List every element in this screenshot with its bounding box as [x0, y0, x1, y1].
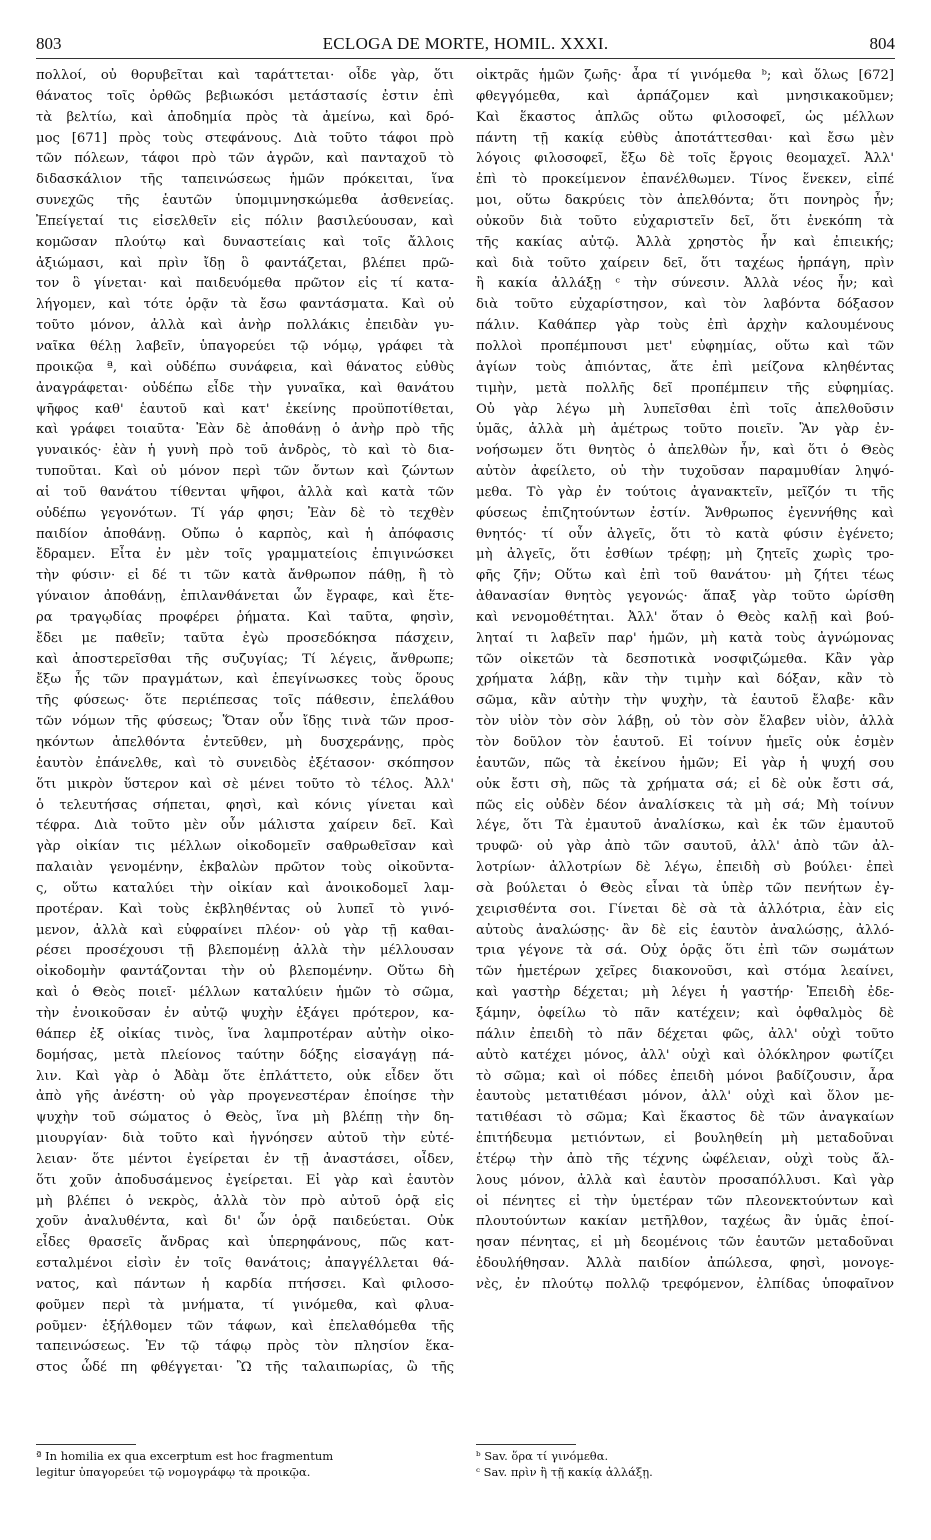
text-line: ἔδραμεν. Εἶτα ἐν μὲν τοῖς γραμματείοις ἐπιγινώσκει [36, 547, 454, 563]
text-line: δομήσας, μετὰ πλείονος ταύτην δόξης εἰσαγάγῃ πά- [36, 1047, 454, 1063]
text-line: ὁ τελευτήσας σήπεται, φησὶ, καὶ κόνις γίνεται καὶ [36, 797, 454, 813]
text-line: αὐτοὺς ἀναλώσῃς· ἂν δὲ εἰς ἑαυτὸν ἀναλώσῃς, ἀλλό- [476, 922, 894, 938]
text-line: ψῆφος καθ' ἑαυτοῦ καὶ κατ' ἐκείνης προϋποτίθεται, [36, 401, 454, 417]
text-line: ἐπὶ τὸ προκείμενον ἐπανέλθωμεν. Τίνος ἕνεκεν, εἰπέ [476, 172, 894, 188]
text-line: ἑαυτοὺς μετατιθέασι μόνον, ἀλλ' οὐχὶ καὶ ὅλον με- [476, 1089, 894, 1105]
text-line: μοι, οὕτω δακρύεις τὸν ἀπελθόντα; ὅτι πονηρὸς ἦν; [476, 193, 894, 209]
text-line: ηκόντων ἀπελθόντα ἐντεῦθεν, μὴ δυσχεράνῃς, πρὸς [36, 735, 454, 750]
text-line: σὰ βούλεται ὁ Θεὸς εἶναι τὰ ὑπὲρ τῶν πενήτων ἐγ- [476, 880, 894, 896]
text-line: τέφρα. Διὰ τοῦτο μὲν οὖν μάλιστα χαίρειν δεῖ. Καὶ [36, 818, 454, 834]
text-line: τῶν νόμων τῆς φύσεως; Ὅταν οὖν ἴδῃς τινὰ τῶν προσ- [36, 714, 454, 730]
text-line: τιμὴν, μετὰ πολλῆς δεῖ προπέμπειν τῆς εὐφημίας. [476, 380, 894, 396]
text-line: ὅτι χοῦν ἀποδυσάμενος ἐγείρεται. Εἰ γὰρ καὶ ἑαυτὸν [36, 1172, 454, 1188]
text-line: ησαν πένητας, εἰ μὴ δεομένοις τῶν ἑαυτῶν μεταδοῦναι [476, 1235, 894, 1251]
text-line: λήγομεν, καὶ τότε ὁρᾷν τὰ ἔσω φαντάσματα. Καὶ οὐ [36, 297, 454, 313]
text-line: φθεγγόμεθα, καὶ ἁρπάζομεν καὶ μνησικακοῦμεν; [476, 88, 894, 104]
text-line: ἑαυτὸν ἐπάνελθε, καὶ τὸ συνειδὸς ἐξέτασον· σκόπησον [36, 755, 454, 771]
text-line: διὰ τοῦτο εὐχαρίστησον, καὶ τὸν λαβόντα δόξασον [476, 297, 894, 313]
text-line: ταπεινώσεως. Ἐν τῷ τάφῳ πρὸς τὸν πλησίον ἕκα- [36, 1339, 454, 1355]
text-line: φοῦμεν περὶ τὰ μνήματα, τί γινόμεθα, καὶ φλυα- [36, 1297, 454, 1313]
text-line: τυποῦται. Καὶ οὐ μόνον περὶ τῶν ὄντων καὶ ζώντων [36, 464, 454, 480]
text-line: οἱ πένητες εἰ τὴν ὑμετέραν τῶν πλεονεκτούντων καὶ [476, 1193, 894, 1209]
text-line: γύναιον ἀποθάνῃ, ἐπιλανθάνεται ὧν ἔγραφε, καὶ ἕτε- [36, 589, 454, 605]
text-line: μὴ ἀλγεῖς, ὅτι ἐσθίων τρέφῃ; μὴ ζητεῖς χωρὶς τρο- [476, 547, 894, 563]
text-line: λέγε, ὅτι Τὰ ἐμαυτοῦ ἀναλίσκω, καὶ ἐκ τῶν ἐμαυτοῦ [476, 818, 894, 834]
text-line: χειρισθέντα σοι. Γίνεται δὲ σὰ τὰ ἀλλότρια, ἐὰν εἰς [476, 901, 894, 917]
text-line: τατιθέασι τὸ σῶμα; Καὶ ἕκαστος δὲ τῶν ἀναγκαίων [476, 1110, 894, 1126]
text-line: ἐδουλήθησαν. Ἀλλὰ παιδίον ἀπώλεσα, φησὶ, μονογε- [476, 1256, 894, 1272]
text-line: γυναικός· ἐὰν ἡ γυνὴ πρὸ τοῦ ἀνδρὸς, τὸ καὶ τὸ δια- [36, 443, 454, 459]
text-line: τὰ βελτίω, καὶ ἀποδημία πρὸς τὰ ἀμείνω, καὶ δρό- [36, 109, 454, 125]
text-line: οὐκοῦν διὰ τοῦτο εὐχαριστεῖν δεῖ, ὅτι ἐνεκόπη τὰ [476, 213, 894, 229]
text-line: τὴν φύσιν· εἰ δέ τι τῶν κατὰ ἄνθρωπον πάθῃ, ἢ τὸ [36, 568, 454, 584]
text-line: νὲς, ἐν πλούτῳ πολλῷ τρεφόμενον, ἐλπίδας ὑποφαῖνον [476, 1276, 894, 1292]
text-line: παλαιὰν γενομένην, ἐκβαλὼν πρῶτον τοὺς οἰκοῦντα- [36, 860, 454, 876]
footnote-line: ᵇ Sav. ὅρα τί γινόμεθα. [476, 1449, 609, 1463]
page-number-right: 804 [869, 34, 895, 53]
text-line: καὶ γαστὴρ δέχεται; μὴ λέγει ἡ γαστήρ· Ἐπειδὴ ἐδε- [476, 985, 894, 1001]
text-line: πάλιν ἐπειδὴ τὸ πᾶν δέχεται φῶς, ἀλλ' οὐχὶ τοῦτο [476, 1026, 894, 1042]
text-line: ψυχὴν τοῦ σώματος ὁ Θεὸς, ἵνα μὴ βλέπῃ τὴν δη- [36, 1110, 454, 1126]
text-line: ροῦμεν· ἐξήλθομεν τῶν τάφων, καὶ ἐπελαθόμεθα τῆς [36, 1318, 454, 1334]
text-line: μεθα. Τὸ γὰρ ἐν τούτοις ἀγανακτεῖν, μεῖζόν τι τῆς [476, 484, 894, 500]
text-line: πολλοί, οὐ θορυβεῖται καὶ ταράττεται· οἶδε γὰρ, ὅτι [36, 68, 454, 83]
text-line: λειαν· ὅτε μέντοι ἐγείρεται ἐν τῇ ἀναστάσει, οἶδεν, [36, 1151, 454, 1167]
footnote-line: ᶜ Sav. πρὶν ἢ τῇ κακίᾳ ἀλλάξῃ. [476, 1465, 653, 1479]
text-line: αἱ τοῦ θανάτου τίθενται ψῆφοι, ἀλλὰ καὶ κατὰ τῶν [36, 484, 454, 500]
text-line: τρυφῶ· οὐ γὰρ ἀπὸ τῶν σαυτοῦ, ἀλλ' ἀπὸ τῶν ἀλ- [476, 839, 894, 855]
text-line: λιν. Καὶ γὰρ ὁ Ἀδὰμ ὅτε ἐπλάττετο, οὐκ εἶδεν ὅτι [36, 1068, 454, 1084]
text-line: τῶν ἡμετέρων χεῖρες διακονοῦσι, καὶ στόμα λεαίνει, [476, 964, 894, 980]
text-line: μιουργίαν· διὰ τοῦτο καὶ ἠγνόησεν αὐτοῦ τὴν εὐτέ- [36, 1131, 454, 1147]
footnote-line: legitur ὑπαγορεύει τῷ νομογράφῳ τὰ προικῷα. [36, 1465, 311, 1479]
text-line: πολλοὶ προπέμπουσι μετ' εὐφημίας, οὕτω καὶ τῶν [476, 338, 894, 354]
left-column [36, 66, 454, 1379]
page-number-left: 803 [36, 34, 62, 53]
text-line: τον ὃ γίνεται· καὶ παιδευόμεθα πρῶτον εἰς τί κατα- [36, 276, 454, 292]
text-line: θάπερ ἐξ οἰκίας τινὸς, ἵνα λαμπροτέραν αὐτὴν οἰκο- [36, 1026, 454, 1042]
text-line: καὶ νενομοθέτηται. Ἀλλ' ὅταν ὁ Θεὸς καλῇ καὶ βού- [476, 609, 894, 625]
text-line: ἑαυτῶν, πῶς τὰ ἐκείνου ἡμῶν; Εἰ γὰρ ἡ ψυχή σου [476, 755, 894, 771]
text-line: καὶ ὁ Θεὸς ποιεῖ· μέλλων καταλύειν ἡμῶν τὸ σῶμα, [36, 985, 454, 1001]
text-line: φύσεως ἐπιζητούντων ἐστίν. Ἄνθρωπος ἐγεννήθης καὶ [476, 505, 894, 521]
text-line: καὶ ἀποστερεῖσθαι τῆς συζυγίας; Τί λέγεις, ἄνθρωπε; [36, 651, 454, 667]
text-line: οὐδέπω γεγονότων. Τί γάρ φησι; Ἐὰν δὲ τὸ τεχθὲν [36, 505, 454, 521]
text-line: παιδίον ἀποθάνῃ. Οὔπω ὁ καρπὸς, καὶ ἡ ἀπόφασις [36, 526, 454, 542]
text-line: μος [671] πρὸς τοὺς στεφάνους. Διὰ τοῦτο τάφοι πρὸ [36, 130, 454, 146]
text-line: ἀπὸ γῆς ἀνέστη· οὐ γὰρ προγενεστέραν ἐποίησε τὴν [36, 1089, 454, 1105]
text-line: θάνατος τοῖς ὀρθῶς βεβιωκόσι μετάστασίς ἐστιν ἐπὶ [36, 88, 454, 104]
text-line: οἰκοδομὴν φαντάζονται τὴν οὐ βλεπομένην. Οὕτω δὴ [36, 964, 454, 980]
text-line: ἀναγράφεται· οὐδέπω εἶδε τὴν γυναῖκα, καὶ θανάτου [36, 380, 454, 396]
text-line: τρια γέγονε τὰ σά. Οὐχ ὁρᾷς ὅτι ἐπὶ τῶν σωμάτων [476, 943, 894, 959]
text-line: τῶν πόλεων, τάφοι πρὸ τῶν ἀγρῶν, καὶ πανταχοῦ τὸ [36, 151, 454, 167]
text-line: τὴν ἐνοικοῦσαν ἐν αὐτῷ ψυχὴν ἐξάγει πρότερον, κα- [36, 1005, 454, 1021]
text-line: ἁγίων τοὺς ἀπιόντας, ἅτε ἐπὶ μείζονα κληθέντας [476, 359, 894, 375]
text-line: τῆς κακίας αὐτῷ. Ἀλλὰ χρηστὸς ἦν καὶ ἐπιεικής; [476, 234, 894, 250]
text-line: λόγοις φιλοσοφεῖ, ἔξω δὲ τοῖς ἔργοις θεομαχεῖ. Ἀλλ' [476, 151, 894, 167]
text-line: σῶμα, κἂν αὐτὴν τὴν ψυχὴν, τὰ ἑαυτοῦ ἔλαβε· κἂν [476, 693, 894, 709]
text-line: ἀθανασίαν θνητὸς γεγονώς· ἅπαξ γὰρ τοῦτο ὡρίσθη [476, 589, 894, 605]
text-line: αὐτὸν ἀφείλετο, οὐ τὴν τυχοῦσαν παραμυθίαν ληψό- [476, 464, 894, 480]
text-line: ρα τραγῳδίας προφέρει ῥήματα. Καὶ ταῦτα, φησὶν, [36, 609, 454, 625]
text-line: εἶδες θρασεῖς ἄνδρας καὶ ὑπερηφάνους, πῶς κατ- [36, 1235, 454, 1251]
text-line: τοῦτο μόνον, ἀλλὰ καὶ ἀνὴρ πολλάκις ἐπειδὰν γυ- [36, 318, 454, 334]
text-line: κομῶσαν πλούτῳ καὶ δυναστείαις καὶ τοῖς ἄλλοις [36, 234, 454, 250]
text-line: οἰκτρᾶς ἡμῶν ζωῆς· ἆρα τί γινόμεθα ᵇ; καὶ ὅλως [672] [476, 68, 894, 83]
text-line: προικῷα ª, καὶ οὐδέπω συνάφεια, καὶ θάνατος εὐθὺς [36, 359, 454, 375]
text-line: νατος, καὶ πάντων ἡ καρδία πτήσσει. Καὶ φιλοσο- [36, 1276, 454, 1292]
text-line: εσταλμένοι εἰσὶν ἐν τοῖς θανάτοις; ἀπαγγέλλεται θά- [36, 1256, 454, 1272]
text-line: ἀξιώμασι, καὶ πρὶν ἴδῃ ὃ φαντάζεται, βλέπει πρῶ- [36, 255, 454, 271]
text-line: λοτρίων· ἀλλοτρίων δὲ λέγω, ἐπειδὴ σὺ βούλει· ἐπεὶ [476, 860, 894, 876]
text-line: ἔδει με παθεῖν; ταῦτα ἐγὼ προσεδόκησα πάσχειν, [36, 630, 454, 646]
text-line: καὶ διὰ τοῦτο χαίρειν δεῖ, ὅτι ταχέως ἡρπάγη, πρὶν [476, 255, 894, 271]
text-line: ὅτι μικρὸν ὕστερον καὶ σὲ μένει τοῦτο τὸ τέλος. Ἀλλ' [36, 776, 454, 792]
text-line: θνητός· τί οὖν ἀλγεῖς, ὅτι τὸ κατὰ φύσιν ἐγένετο; [476, 526, 894, 542]
footnote-line: ª In homilia ex qua excerptum est hoc fragmentum [36, 1449, 334, 1463]
text-line: στος ὧδέ πη φθέγγεται· Ὢ τῆς ταλαιπωρίας, ὢ τῆς [36, 1360, 454, 1376]
text-line: ληταί τι λαβεῖν παρ' ἡμῶν, μὴ κατὰ τοὺς ἀγνώμονας [476, 630, 894, 646]
text-line: τῆς φύσεως· ὅτε περιέπεσας τοῖς πάθεσιν, ἐπελάθου [36, 693, 454, 709]
text-line: Ἐπείγεταί τις εἰσελθεῖν εἰς πόλιν βασιλεύουσαν, καὶ [36, 213, 454, 229]
text-line: πάλιν. Καθάπερ γὰρ τοὺς ἐπὶ ἀρχὴν καλουμένους [476, 318, 894, 334]
text-line: διδασκάλιον τῆς ταπεινώσεως ἡμῶν πρόκειται, ἵνα [36, 172, 454, 188]
text-line: πάντη τῇ κακίᾳ εὐθὺς ἀποτάττεσθαι· καὶ ἔσω μὲν [476, 130, 894, 146]
text-line: προτέραν. Καὶ τοὺς ἐκβληθέντας οὐ λυπεῖ τὸ γινό- [36, 901, 454, 917]
text-line: τὸ σῶμα; καὶ οἱ πόδες ἐπειδὴ μόνοι βαδίζουσιν, ἆρα [476, 1068, 894, 1084]
footnote-rule-left [36, 1444, 136, 1445]
text-line: μενον, ἀλλὰ καὶ εὐφραίνει πλέον· οὐ γὰρ τῇ καθαι- [36, 922, 454, 938]
footnotes-left [36, 1448, 454, 1480]
text-line: ρέσει προσέχουσι τῇ βλεπομένῃ ἀλλὰ τὴν μέλλουσαν [36, 943, 454, 959]
text-line: ἔξω ἧς τῶν πραγμάτων, καὶ ἐπεγίνωσκες τοὺς ὅρους [36, 672, 454, 688]
text-line: χρήματα λάβῃ, κἂν τὴν τιμὴν καὶ δόξαν, κἂν τὸ [476, 672, 894, 688]
text-line: καὶ γράφει τοιαῦτα· Ἐὰν δὲ ἀποθάνῃ ὁ ἀνὴρ πρὸ τῆς [36, 422, 454, 438]
text-line: γὰρ οἰκίαν τις μέλλων οἰκοδομεῖν σαθρωθεῖσαν καὶ [36, 839, 454, 855]
text-line: νοήσωμεν ὅτι θνητὸς ὁ ἀπελθὼν ἦν, καὶ ὅτι ὁ Θεὸς [476, 443, 894, 459]
text-line: λους μόνον, ἀλλὰ καὶ ἑαυτὸν προσαπόλλυσι. Καὶ γὰρ [476, 1172, 894, 1188]
text-line: ξάμην, ὀφείλω τὸ πᾶν κατέχειν; καὶ ὀφθαλμὸς δὲ [476, 1005, 894, 1021]
text-line: ἐπιτήδευμα μετιόντων, εἰ βουληθείη μὴ μεταδοῦναι [476, 1131, 894, 1147]
text-line: μὴ βλέπει ὁ νεκρὸς, ἀλλὰ τὸν πρὸ αὐτοῦ ὁρᾷ εἰς [36, 1193, 454, 1209]
header-rule [36, 58, 895, 59]
text-line: τὸν δοῦλον τὸν ἑαυτοῦ. Εἰ τοίνυν ἡμεῖς οὐκ ἐσμὲν [476, 735, 894, 750]
text-line: συνεχῶς τῆς ἑαυτῶν ὑπομιμνησκώμεθα ἀσθενείας. [36, 193, 454, 209]
right-column [476, 66, 894, 1296]
text-line: τὸν υἱὸν τὸν σὸν λάβῃ, οὐ τὸν σὸν ἔλαβεν υἱὸν, ἀλλὰ [476, 714, 894, 730]
text-line: πλουτούντων κακίαν μετῆλθον, ταχέως ἂν ὑμᾶς ἐποί- [476, 1214, 894, 1230]
text-line: τῶν οἰκετῶν τὰ δεσποτικὰ νοσφιζώμεθα. Κἂν γὰρ [476, 651, 894, 667]
text-line: φῆς ζῆν; Οὕτω καὶ ἐπὶ τοῦ θανάτου· μὴ ζήτει τέως [476, 568, 894, 584]
text-line: ναῖκα θέλῃ λαβεῖν, ὑπαγορεύει τῷ νόμῳ, γράφει τὰ [36, 338, 454, 354]
text-line: πῶς εἰς οὐδὲν δέον ἀναλίσκεις τὰ μὴ σά; Μὴ τοίνυν [476, 797, 894, 813]
text-line: ς, οὕτω καταλύει τὴν οἰκίαν καὶ ἀνοικοδομεῖ λαμ- [36, 880, 454, 896]
footnotes-right [476, 1448, 894, 1480]
running-title: ECLOGA DE MORTE, HOMIL. XXXI. [322, 34, 609, 53]
text-line: ἑτέρῳ τὴν ἀπὸ τῆς τέχνης ὠφέλειαν, οὐχὶ τοὺς ἄλ- [476, 1151, 894, 1167]
footnote-rule-right [476, 1444, 576, 1445]
text-line: ἢ κακία ἀλλάξῃ ᶜ τὴν σύνεσιν. Ἀλλὰ νέος ἦν; καὶ [476, 276, 894, 292]
text-line: χοῦν ἀναλυθέντα, καὶ δι' ὧν ὁρᾷ παιδεύεται. Οὐκ [36, 1214, 454, 1230]
text-line: Καὶ ἕκαστος ἁπλῶς οὕτω φιλοσοφεῖ, ὡς μέλλων [476, 109, 894, 125]
running-header [36, 34, 895, 58]
text-line: αὐτὸ κατέχει μόνος, ἀλλ' οὐχὶ καὶ ὁλόκληρον φωτίζει [476, 1047, 894, 1063]
text-line: Οὐ γὰρ λέγω μὴ λυπεῖσθαι ἐπὶ τοῖς ἀπελθοῦσιν [476, 401, 894, 417]
text-line: ὑμᾶς, ἀλλὰ μὴ ἀμέτρως τοῦτο ποιεῖν. Ἂν γὰρ ἐν- [476, 422, 894, 438]
text-line: οὐκ ἔστι σὴ, πῶς τὰ χρήματα σά; εἰ δὲ οὐκ ἔστι σά, [476, 776, 894, 792]
